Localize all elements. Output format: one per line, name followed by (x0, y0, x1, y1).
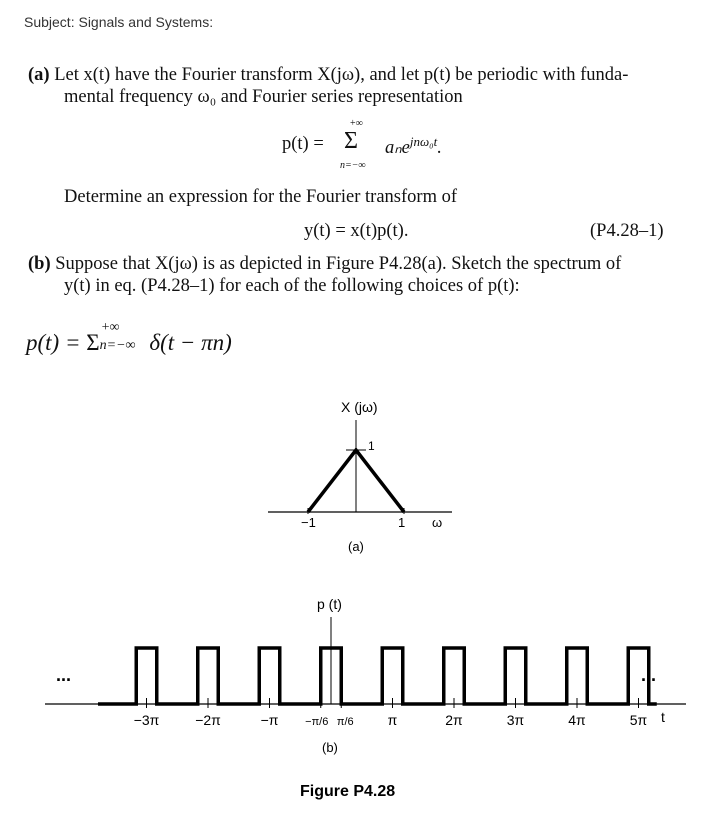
panel-b-ellipsis-left: ... (56, 665, 72, 685)
eq-sum-sign: Σ (344, 128, 358, 154)
panel-b-tick-label: −π (260, 712, 279, 728)
eq-sum-bottom: n=−∞ (340, 160, 366, 171)
determine-text: Determine an expression for the Fourier transform of (64, 187, 457, 207)
equation-number: (P4.28–1) (590, 221, 664, 241)
panel-b-tick-label: 2π (445, 712, 463, 728)
part-b-text1: Suppose that X(jω) is as depicted in Figure P4.28(a). Sketch the spectrum of (55, 254, 622, 274)
panel-b-tick-label: π (387, 712, 398, 728)
figure-caption: Figure P4.28 (300, 783, 396, 800)
p-choice: p(t) = Σ +∞ n=−∞ δ(t − πn) (26, 320, 232, 355)
panel-a-axis-label: ω (432, 515, 443, 530)
subject-header: Subject: Signals and Systems: (24, 14, 214, 30)
part-a-text1: Let x(t) have the Fourier transform X(jω), and let p(t) be periodic with funda- (54, 65, 629, 85)
part-b-line2: y(t) in eq. (P4.28–1) for each of the following choices of p(t): (64, 276, 520, 296)
panel-a-label: (a) (348, 539, 364, 554)
panel-b-tick-label: −3π (133, 712, 160, 728)
panel-b-tick-label: π/6 (336, 716, 354, 728)
panel-b-tick-label: −2π (195, 712, 221, 728)
panel-a-tick-pos1: 1 (398, 515, 406, 530)
part-b-label: (b) (28, 254, 51, 274)
eq-term: aₙe$^{jn\omega_0t}$. (385, 134, 442, 159)
panel-b-axis-label: t (661, 709, 665, 725)
panel-a-tick-neg1: −1 (301, 515, 316, 530)
panel-b-label: (b) (322, 740, 338, 755)
panel-b-tick-label: 5π (629, 712, 648, 728)
eq-ptlhs: p(t) = (282, 134, 324, 154)
panel-a (268, 399, 452, 554)
y-equation: y(t) = x(t)p(t). (304, 221, 409, 241)
panel-b-tick-label: −π/6 (305, 716, 329, 728)
part-a-line2: mental frequency ω₀ and Fourier series representation (64, 87, 463, 107)
panel-a-peak-label: 1 (368, 439, 375, 453)
eq-sum-top: +∞ (350, 118, 363, 129)
panel-b-pulse-train (98, 648, 657, 704)
panel-b-tick-label: 3π (506, 712, 525, 728)
panel-b (45, 596, 686, 755)
panel-b-ellipsis-right: ... (641, 665, 657, 685)
panel-b-title: p (t) (317, 596, 342, 612)
panel-a-title: X (jω) (341, 399, 378, 415)
panel-b-ticks (134, 698, 648, 728)
part-a-label: (a) (28, 65, 50, 85)
panel-b-tick-label: 4π (568, 712, 586, 728)
